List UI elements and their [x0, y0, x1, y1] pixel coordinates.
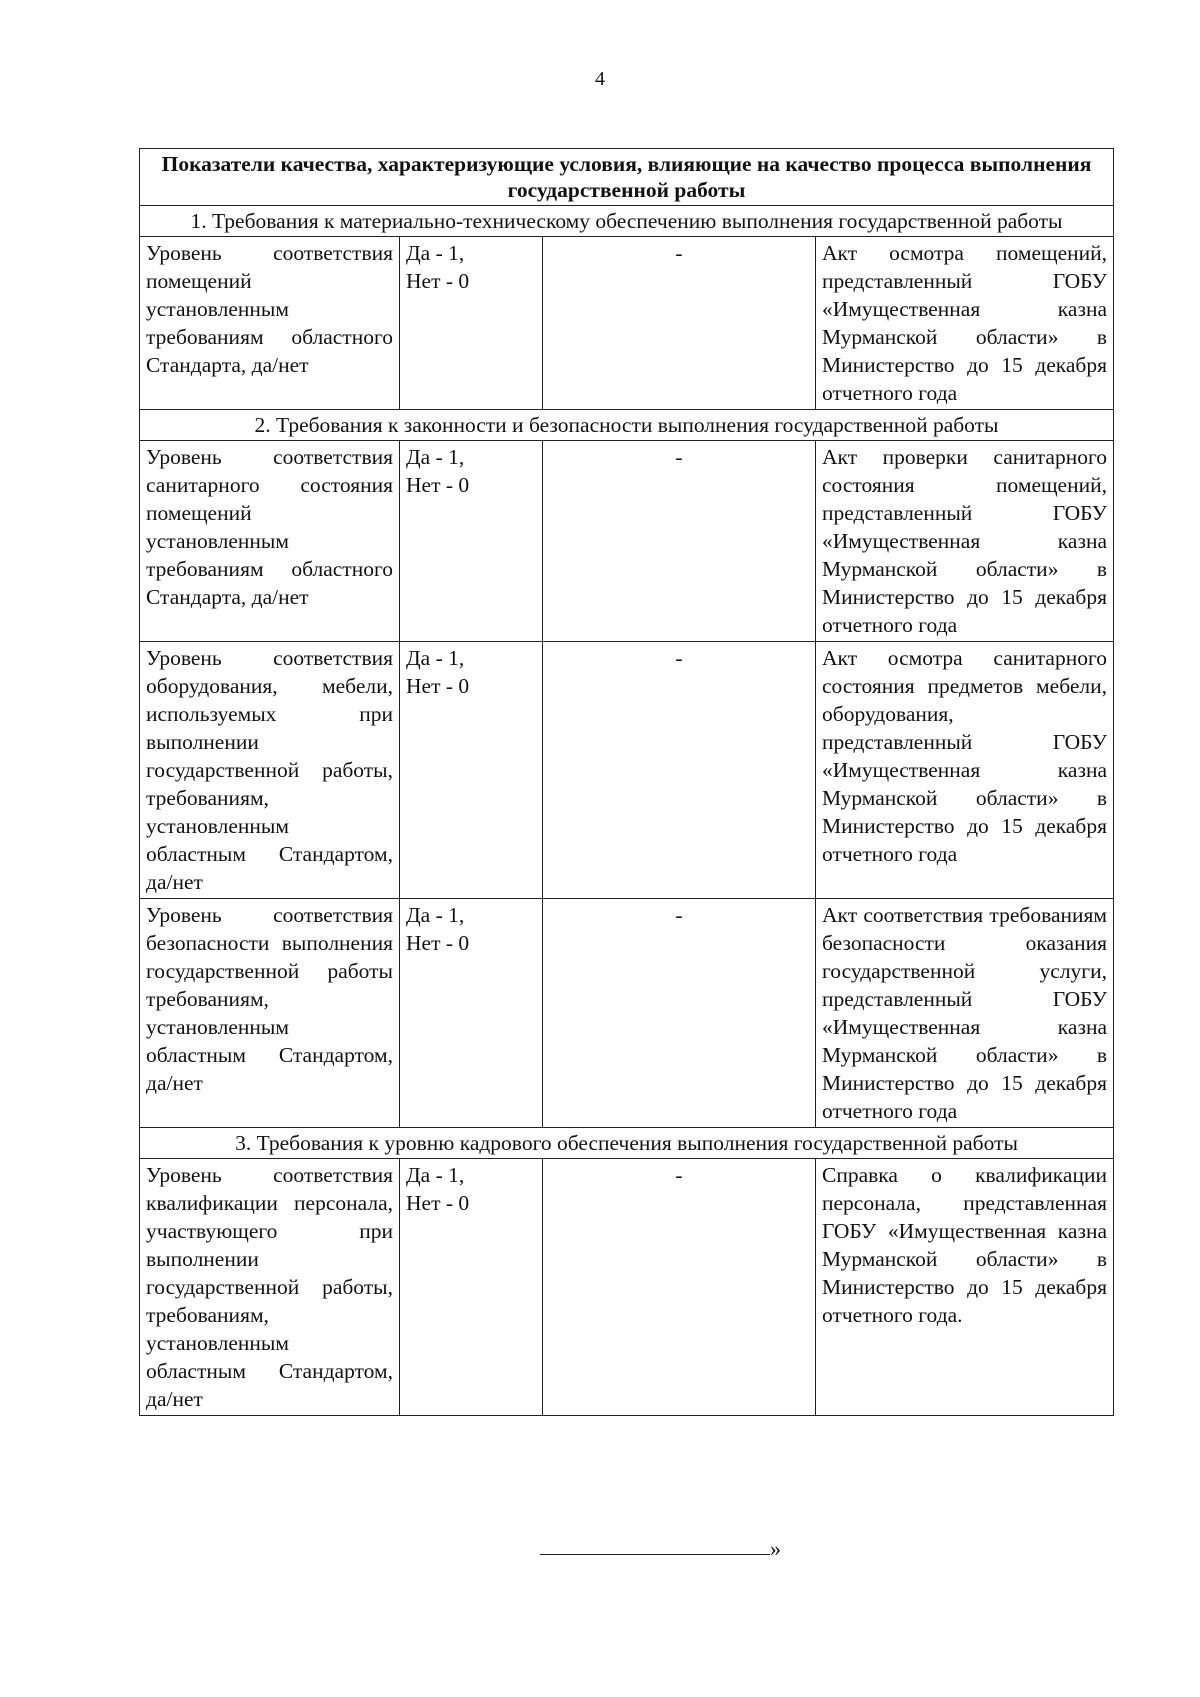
source-cell: Акт осмотра помещений, представленный ГОБУ «Имущественная казна Мурманской области» в Министерство до 15 декабря отчетного года	[816, 237, 1114, 410]
signature-line	[540, 1536, 770, 1555]
value-cell: Да - 1, Нет - 0	[400, 642, 543, 899]
section-row	[140, 1128, 1114, 1159]
footer	[540, 1536, 781, 1562]
table-header-row	[140, 149, 1114, 206]
dash-cell: -	[543, 642, 816, 899]
section-title: 1. Требования к материально-техническому обеспечению выполнения государственной работы	[140, 206, 1114, 237]
dash-cell: -	[543, 237, 816, 410]
section-title: 3. Требования к уровню кадрового обеспечения выполнения государственной работы	[140, 1128, 1114, 1159]
dash-cell: -	[543, 1159, 816, 1416]
table-header: Показатели качества, характеризующие условия, влияющие на качество процесса выполнения государственной работы	[140, 149, 1114, 206]
value-cell: Да - 1, Нет - 0	[400, 899, 543, 1128]
indicator-cell: Уровень соответствия безопасности выполнения государственной работы требованиям, установленным областным Стандартом, да/нет	[140, 899, 400, 1128]
source-cell: Справка о квалификации персонала, представленная ГОБУ «Имущественная казна Мурманской области» в Министерство до 15 декабря отчетного года.	[816, 1159, 1114, 1416]
quality-indicators-table	[139, 148, 1114, 1416]
indicator-cell: Уровень соответствия санитарного состояния помещений установленным требованиям областного Стандарта, да/нет	[140, 441, 400, 642]
value-cell: Да - 1, Нет - 0	[400, 441, 543, 642]
table-row	[140, 441, 1114, 642]
table-row	[140, 642, 1114, 899]
dash-cell: -	[543, 441, 816, 642]
indicator-cell: Уровень соответствия помещений установленным требованиям областного Стандарта, да/нет	[140, 237, 400, 410]
source-cell: Акт проверки санитарного состояния помещений, представленный ГОБУ «Имущественная казна Мурманской области» в Министерство до 15 декабря отчетного года	[816, 441, 1114, 642]
value-cell: Да - 1, Нет - 0	[400, 1159, 543, 1416]
closing-quote: »	[770, 1536, 781, 1561]
section-row	[140, 206, 1114, 237]
value-cell: Да - 1, Нет - 0	[400, 237, 543, 410]
source-cell: Акт соответствия требованиям безопасности оказания государственной услуги, представленный ГОБУ «Имущественная казна Мурманской области» в Министерство до 15 декабря отчетного года	[816, 899, 1114, 1128]
indicator-cell: Уровень соответствия оборудования, мебели, используемых при выполнении государственной работы, требованиям, установленным областным Стандартом, да/нет	[140, 642, 400, 899]
section-row	[140, 410, 1114, 441]
source-cell: Акт осмотра санитарного состояния предметов мебели, оборудования, представленный ГОБУ «Имущественная казна Мурманской области» в Министерство до 15 декабря отчетного года	[816, 642, 1114, 899]
section-title: 2. Требования к законности и безопасности выполнения государственной работы	[140, 410, 1114, 441]
page-number: 4	[595, 68, 605, 90]
table-row	[140, 899, 1114, 1128]
table-row	[140, 1159, 1114, 1416]
dash-cell: -	[543, 899, 816, 1128]
table-row	[140, 237, 1114, 410]
indicator-cell: Уровень соответствия квалификации персонала, участвующего при выполнении государственной работы, требованиям, установленным областным Стандартом, да/нет	[140, 1159, 400, 1416]
